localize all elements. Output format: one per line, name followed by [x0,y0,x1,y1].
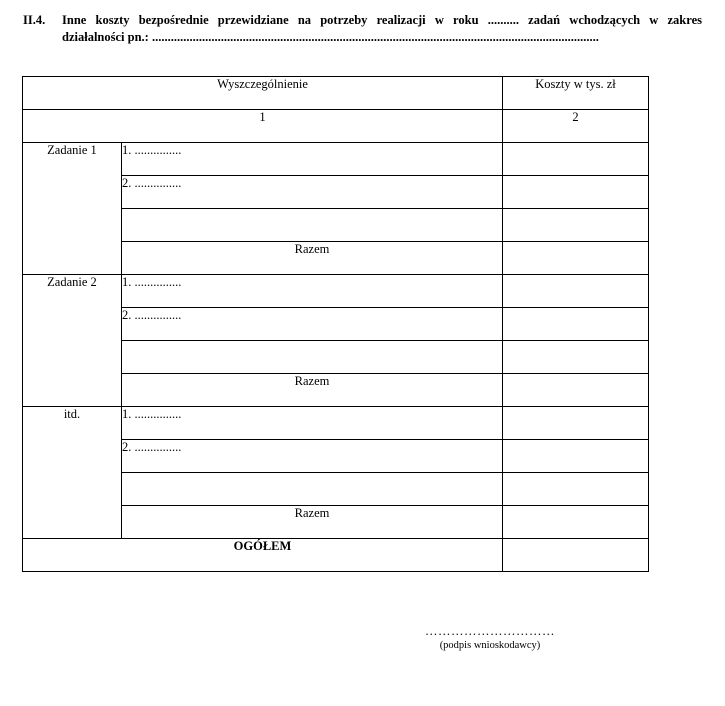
cost-cell [503,143,649,176]
item-cell: 2. ............... [122,440,503,473]
cost-cell [503,209,649,242]
item-cell [122,209,503,242]
cost-cell [503,242,649,275]
total-row [23,539,649,572]
table-row [23,275,649,308]
header-specification: Wyszczególnienie [23,77,503,110]
table-row [23,143,649,176]
subtotal-label: Razem [122,374,503,407]
item-cell: 1. ............... [122,275,503,308]
item-cell [122,473,503,506]
total-cost-cell [503,539,649,572]
table-header-row [23,77,649,110]
cost-cell [503,176,649,209]
section-title-line1: Inne koszty bezpośrednie przewidziane na potrzeby realizacji w roku .......... zadań wchodzących w zakres [62,13,702,27]
section-title-line2: działalności pn.: ............................................................................................................................................... [62,30,599,44]
section-number: II.4. [23,13,46,27]
header-costs: Koszty w tys. zł [503,77,649,110]
cost-cell [503,440,649,473]
cost-cell [503,374,649,407]
item-cell: 2. ............... [122,176,503,209]
signature-line: ………………………… [425,624,555,638]
task-name: Zadanie 2 [23,275,122,407]
item-cell: 1. ............... [122,143,503,176]
total-label: OGÓŁEM [23,539,503,572]
cost-cell [503,506,649,539]
subtotal-label: Razem [122,506,503,539]
item-cell [122,341,503,374]
item-cell: 1. ............... [122,407,503,440]
task-name: itd. [23,407,122,539]
cost-cell [503,275,649,308]
signature-block [400,623,580,652]
cost-cell [503,341,649,374]
cost-cell [503,407,649,440]
item-cell: 2. ............... [122,308,503,341]
table-numbering-row [23,110,649,143]
cost-cell [503,308,649,341]
column-number-1: 1 [23,110,503,143]
table-row [23,407,649,440]
task-name: Zadanie 1 [23,143,122,275]
column-number-2: 2 [503,110,649,143]
subtotal-label: Razem [122,242,503,275]
signature-label: (podpis wnioskodawcy) [439,640,541,651]
costs-table [22,76,649,572]
cost-cell [503,473,649,506]
